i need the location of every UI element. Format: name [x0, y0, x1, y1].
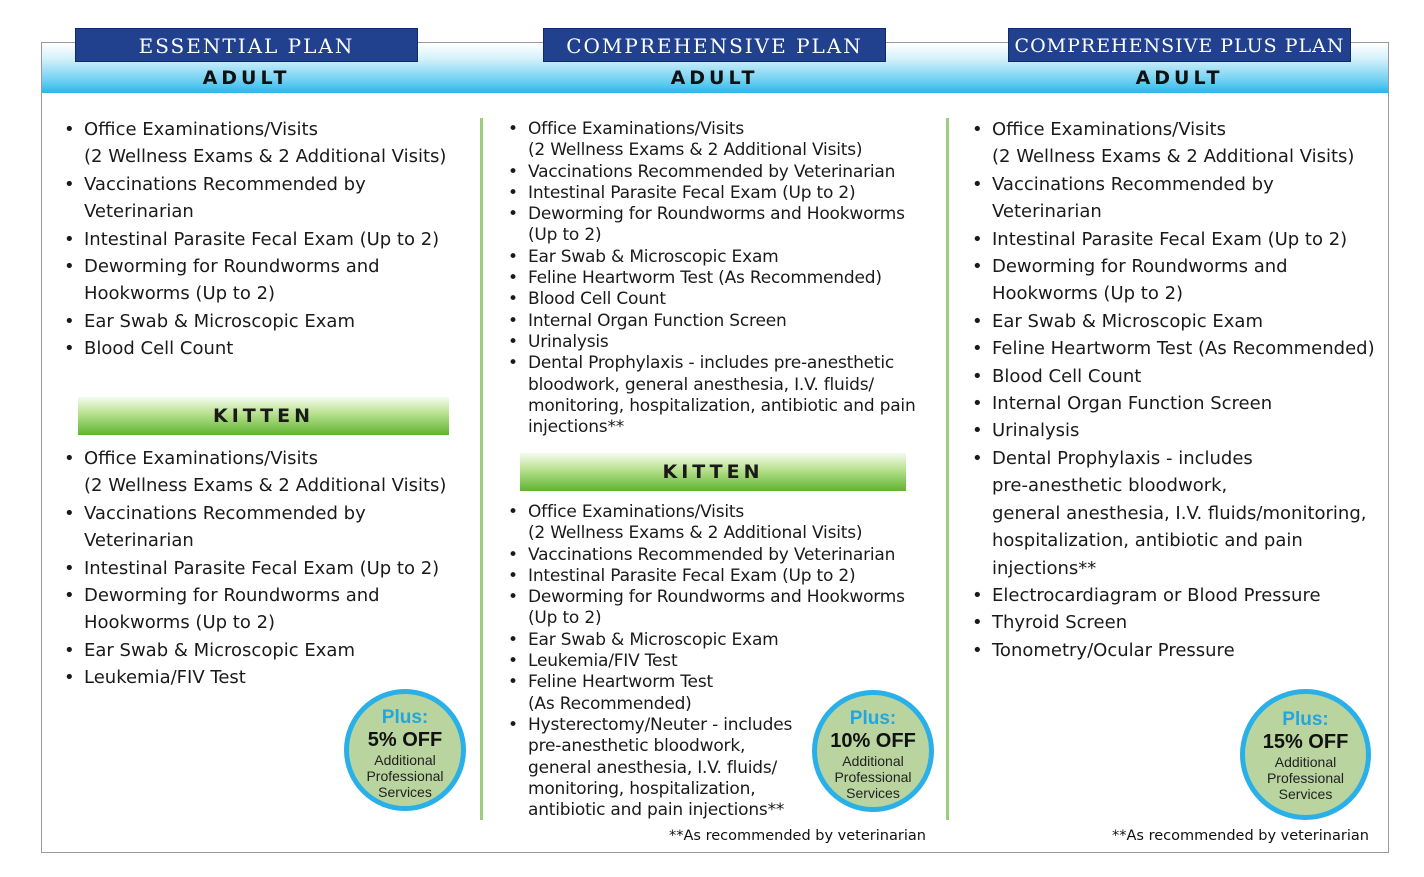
kitten-bar-essential: KITTEN	[78, 397, 449, 435]
comprehensive-adult-list	[506, 119, 938, 438]
column-divider-1	[480, 118, 483, 820]
footnote-comprehensive-plus: **As recommended by veterinarian	[1112, 828, 1369, 844]
list-item: • Deworming for Roundworms and Hookworms (Up to 2)	[506, 204, 938, 247]
list-item: • Intestinal Parasite Fecal Exam (Up to 2)	[506, 566, 938, 587]
list-item: • Intestinal Parasite Fecal Exam (Up to 2)	[62, 555, 472, 582]
list-item: • Vaccinations Recommended by Veterinarian	[62, 500, 472, 555]
list-item: • Electrocardiagram or Blood Pressure	[970, 582, 1380, 609]
list-item: • Vaccinations Recommended by Veterinarian	[970, 171, 1380, 226]
list-item: • Vaccinations Recommended by Veterinarian	[62, 171, 472, 226]
footnote-comprehensive: **As recommended by veterinarian	[669, 828, 926, 844]
adult-label-comprehensive-plus: ADULT	[1135, 67, 1224, 89]
list-item: • Ear Swab & Microscopic Exam	[970, 308, 1380, 335]
list-item: • Blood Cell Count	[506, 289, 938, 310]
essential-kitten-list	[62, 445, 472, 692]
list-item: • Blood Cell Count	[970, 363, 1380, 390]
list-item: • Urinalysis	[970, 417, 1380, 444]
column-divider-2	[946, 118, 949, 820]
plan-title-comprehensive: COMPREHENSIVE PLAN	[543, 28, 886, 62]
list-item: • Leukemia/FIV Test	[506, 651, 938, 672]
list-item: • Feline Heartworm Test (As Recommended)	[506, 268, 938, 289]
list-item: • Deworming for Roundworms and Hookworms (Up to 2)	[970, 253, 1380, 308]
list-item: • Office Examinations/Visits (2 Wellness Exams & 2 Additional Visits)	[62, 445, 472, 500]
list-item: • Vaccinations Recommended by Veterinarian	[506, 545, 938, 566]
list-item: • Internal Organ Function Screen	[506, 311, 938, 332]
list-item: • Urinalysis	[506, 332, 938, 353]
badge-description: Additional Professional Services	[834, 753, 912, 801]
list-item: • Ear Swab & Microscopic Exam	[506, 630, 938, 651]
list-item: • Dental Prophylaxis - includes pre-anesthetic bloodwork, general anesthesia, I.V. fluids/monitoring, hospitalization, antibiotic and pain injections**	[970, 445, 1380, 582]
list-item: • Hysterectomy/Neuter - includes pre-anesthetic bloodwork, general anesthesia, I.V. fluids/ monitoring, hospitalization, antibiotic and pain injections**	[506, 715, 938, 821]
plan-title-comprehensive-plus: COMPREHENSIVE PLUS PLAN	[1008, 28, 1351, 62]
list-item: • Internal Organ Function Screen	[970, 390, 1380, 417]
comprehensive-plus-adult-list	[970, 116, 1380, 664]
badge-discount-value: 10% OFF	[830, 730, 916, 752]
badge-discount-value: 5% OFF	[367, 729, 443, 751]
badge-description: Additional Professional Services	[1266, 754, 1345, 802]
discount-badge-comprehensive-plus	[1240, 689, 1371, 820]
list-item: • Dental Prophylaxis - includes pre-anesthetic bloodwork, general anesthesia, I.V. fluids/ monitoring, hospitalization, antibiotic and pain injections**	[506, 353, 938, 438]
list-item: • Intestinal Parasite Fecal Exam (Up to 2)	[506, 183, 938, 204]
list-item: • Feline Heartworm Test (As Recommended)	[970, 335, 1380, 362]
list-item: • Ear Swab & Microscopic Exam	[506, 247, 938, 268]
list-item: • Office Examinations/Visits (2 Wellness Exams & 2 Additional Visits)	[506, 502, 938, 545]
list-item: • Office Examinations/Visits (2 Wellness Exams & 2 Additional Visits)	[62, 116, 472, 171]
badge-plus-label: Plus:	[849, 708, 897, 729]
discount-badge-essential	[344, 689, 466, 811]
list-item: • Intestinal Parasite Fecal Exam (Up to 2)	[970, 226, 1380, 253]
essential-adult-list	[62, 116, 472, 363]
list-item: • Thyroid Screen	[970, 609, 1380, 636]
list-item: • Feline Heartworm Test (As Recommended)	[506, 672, 938, 715]
list-item: • Intestinal Parasite Fecal Exam (Up to 2)	[62, 226, 472, 253]
list-item: • Deworming for Roundworms and Hookworms (Up to 2)	[62, 582, 472, 637]
badge-plus-label: Plus:	[381, 707, 429, 728]
list-item: • Ear Swab & Microscopic Exam	[62, 308, 472, 335]
adult-label-essential: ADULT	[202, 67, 291, 89]
badge-plus-label: Plus:	[1282, 709, 1329, 730]
list-item: • Leukemia/FIV Test	[62, 664, 472, 691]
list-item: • Office Examinations/Visits (2 Wellness Exams & 2 Additional Visits)	[506, 119, 938, 162]
list-item: • Deworming for Roundworms and Hookworms (Up to 2)	[62, 253, 472, 308]
list-item: • Ear Swab & Microscopic Exam	[62, 637, 472, 664]
plan-title-essential: ESSENTIAL PLAN	[75, 28, 418, 62]
kitten-bar-comprehensive: KITTEN	[520, 453, 906, 491]
discount-badge-comprehensive	[812, 690, 934, 812]
badge-description: Additional Professional Services	[366, 752, 444, 800]
adult-label-comprehensive: ADULT	[670, 67, 759, 89]
list-item: • Tonometry/Ocular Pressure	[970, 637, 1380, 664]
list-item: • Vaccinations Recommended by Veterinarian	[506, 162, 938, 183]
list-item: • Office Examinations/Visits (2 Wellness Exams & 2 Additional Visits)	[970, 116, 1380, 171]
badge-discount-value: 15% OFF	[1262, 731, 1349, 753]
list-item: • Deworming for Roundworms and Hookworms (Up to 2)	[506, 587, 938, 630]
list-item: • Blood Cell Count	[62, 335, 472, 362]
